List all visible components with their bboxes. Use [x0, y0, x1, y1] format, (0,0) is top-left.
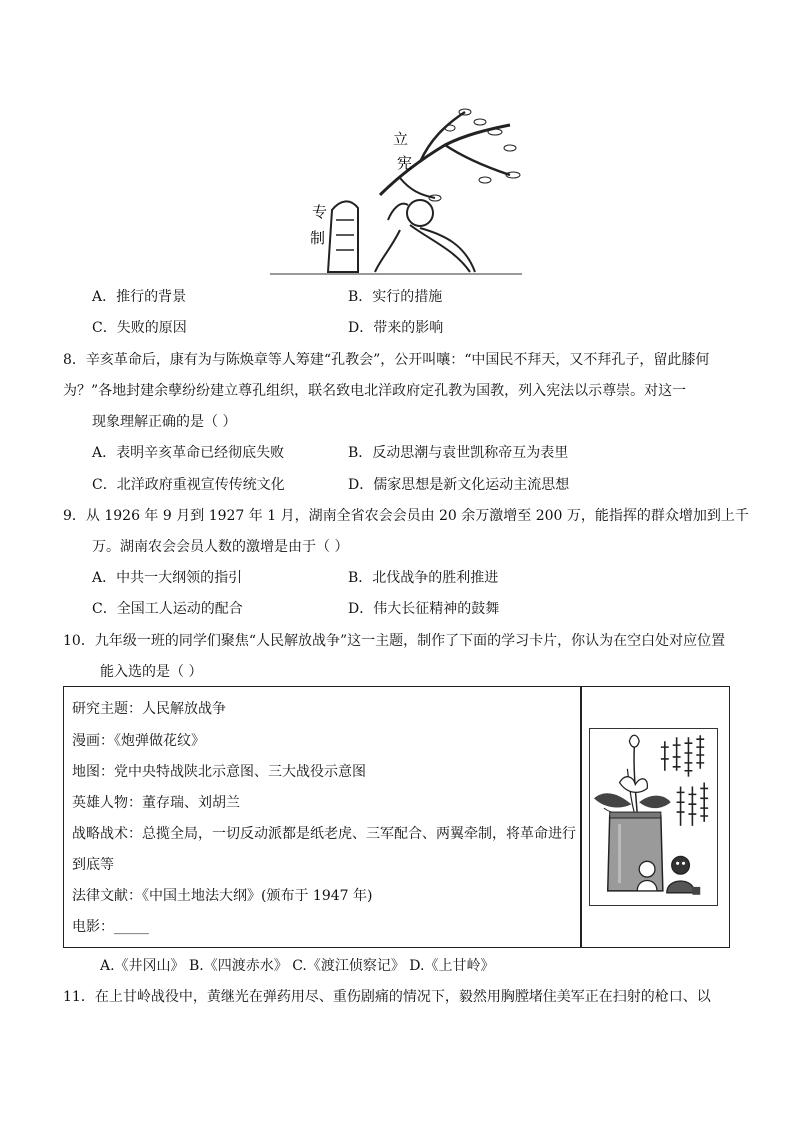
q9-option-c: C．全国工人运动的配合: [92, 601, 243, 617]
q8-option-c: C．北洋政府重视宣传传统文化: [92, 477, 285, 493]
card-map: 地图：党中央特战陕北示意图、三大战役示意图: [72, 764, 366, 780]
cartoon-label-xian: 宪: [397, 154, 413, 172]
q8-option-d: D．儒家思想是新文化运动主流思想: [348, 477, 570, 493]
q7-option-a: A．推行的背景: [92, 289, 187, 305]
q10-options: A.《井冈山》 B.《四渡赤水》 C.《渡江侦察记》 D.《上甘岭》: [100, 958, 495, 974]
cartoon-label-zhi: 制: [310, 229, 326, 247]
cartoon-label-zhuan: 专: [312, 203, 328, 221]
q10-stem-line1: 10．九年级一班的同学们聚焦“人民解放战争”这一主题，制作了下面的学习卡片，你认为在空白处对应位置: [63, 633, 726, 649]
card-comic: 漫画：《炮弹做花纹》: [72, 733, 205, 749]
q7-option-b: B．实行的措施: [348, 289, 443, 305]
q9-stem-line2: 万。湖南农会会员人数的激增是由于（ ）: [92, 539, 349, 555]
q10-stem-line2: 能入选的是（ ）: [100, 664, 203, 680]
q8-option-a: A．表明辛亥革命已经彻底失败: [92, 445, 285, 461]
q8-stem-line1: 8．辛亥革命后，康有为与陈焕章等人筹建“孔教会”，公开叫嚷：“中国民不拜天，又不拜孔子，留此膝何: [63, 352, 710, 368]
card-heroes: 英雄人物：董存瑞、刘胡兰: [72, 795, 240, 811]
q7-option-d: D．带来的影响: [348, 320, 444, 336]
q7-option-c: C．失败的原因: [92, 320, 187, 336]
card-strategy-line1: 战略战术：总揽全局，一切反动派都是纸老虎、三军配合、两翼牵制，将革命进行: [72, 826, 576, 842]
card-divider: [580, 686, 582, 948]
q9-option-d: D．伟大长征精神的鼓舞: [348, 601, 500, 617]
q8-stem-line3: 现象理解正确的是（ ）: [92, 414, 237, 430]
q8-stem-line2: 为？”各地封建余孽纷纷建立尊孔组织，联名致电北洋政府定孔教为国教，列入宪法以示尊崇。对这一: [63, 383, 687, 399]
q9-option-a: A．中共一大纲领的指引: [92, 570, 243, 586]
constitution-cartoon: [270, 100, 525, 278]
card-film: 电影：_____: [72, 919, 149, 935]
q9-stem-line1: 9．从 1926 年 9 月到 1927 年 1 月，湖南全省农会会员由 20 余万激增至 200 万，能指挥的群众增加到上千: [63, 508, 749, 524]
cartoon-label-li: 立: [393, 130, 409, 148]
card-strategy-line2: 到底等: [72, 857, 114, 873]
q8-option-b: B．反动思潮与袁世凯称帝互为表里: [348, 445, 569, 461]
card-topic: 研究主题：人民解放战争: [72, 701, 226, 717]
q9-option-b: B．北伐战争的胜利推进: [348, 570, 499, 586]
card-law: 法律文献：《中国土地法大纲》(颁布于 1947 年): [72, 888, 373, 904]
q11-stem-line1: 11．在上甘岭战役中，黄继光在弹药用尽、重伤剧痛的情况下，毅然用胸膛堵住美军正在扫射的枪口、以: [63, 989, 711, 1005]
shell-vase-painting: [589, 728, 718, 906]
